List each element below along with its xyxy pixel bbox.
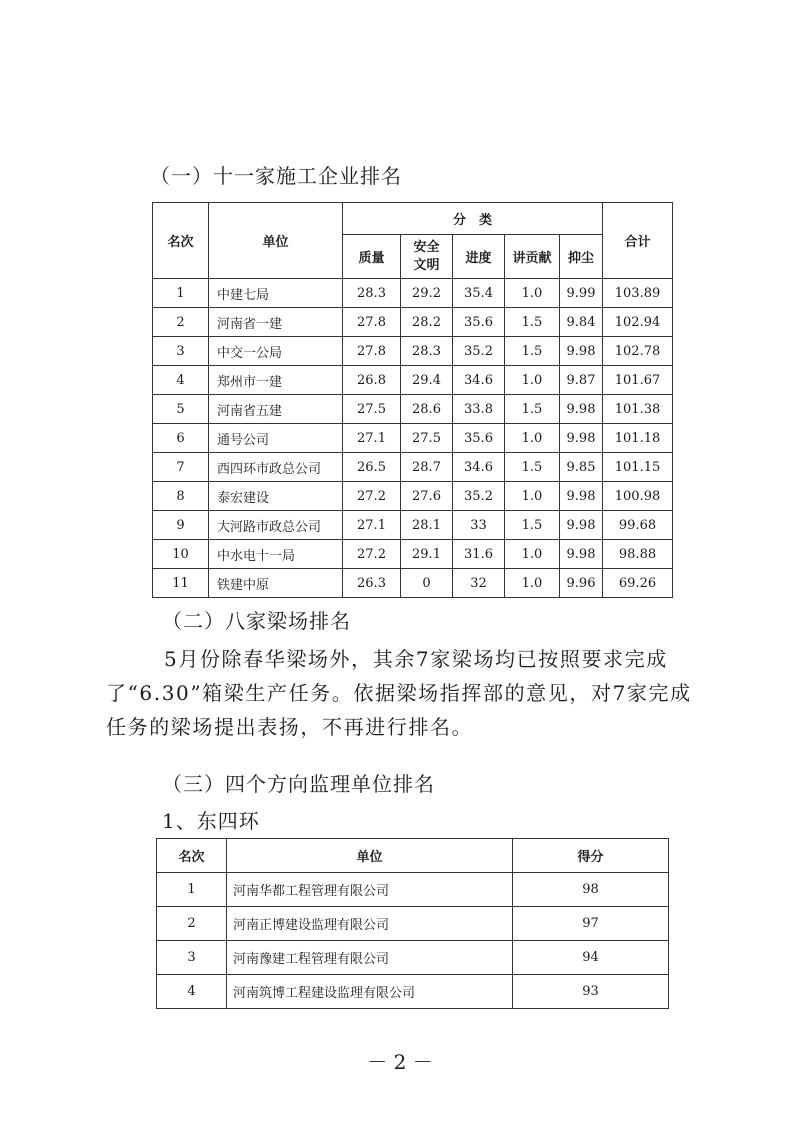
header-progress: 进度 xyxy=(453,235,505,279)
cell-progress: 35.4 xyxy=(453,279,505,308)
cell-quality: 26.5 xyxy=(343,453,401,482)
cell-quality: 27.1 xyxy=(343,511,401,540)
cell-rank: 10 xyxy=(153,540,209,569)
cell-unit: 中水电十一局 xyxy=(209,540,343,569)
table-row xyxy=(153,395,673,424)
cell-score: 98 xyxy=(513,873,669,907)
cell-progress: 35.6 xyxy=(453,424,505,453)
cell-progress: 34.6 xyxy=(453,453,505,482)
page-number: － 2 － xyxy=(367,1050,433,1074)
table-row xyxy=(153,482,673,511)
cell-safety: 29.1 xyxy=(401,540,453,569)
cell-unit: 泰宏建设 xyxy=(209,482,343,511)
cell-safety: 28.1 xyxy=(401,511,453,540)
cell-rank: 1 xyxy=(157,873,227,907)
header-unit: 单位 xyxy=(209,203,343,279)
table-row xyxy=(153,569,673,598)
header-dust: 抑尘 xyxy=(560,235,603,279)
cell-progress: 35.2 xyxy=(453,337,505,366)
cell-unit: 大河路市政总公司 xyxy=(209,511,343,540)
section2-paragraph: 5月份除春华梁场外，其余7家梁场均已按照要求完成了“6.30”箱梁生产任务。依据梁场指挥部的意见，对7家完成任务的梁场提出表扬，不再进行排名。 xyxy=(106,647,692,739)
cell-safety: 28.7 xyxy=(401,453,453,482)
cell-rank: 5 xyxy=(153,395,209,424)
table-row xyxy=(153,511,673,540)
cell-total: 103.89 xyxy=(603,279,673,308)
cell-contribution: 1.5 xyxy=(505,395,560,424)
header-rank: 名次 xyxy=(157,839,227,873)
header-unit: 单位 xyxy=(227,839,513,873)
cell-progress: 31.6 xyxy=(453,540,505,569)
header-score: 得分 xyxy=(513,839,669,873)
cell-progress: 35.6 xyxy=(453,308,505,337)
cell-quality: 26.8 xyxy=(343,366,401,395)
cell-total: 98.88 xyxy=(603,540,673,569)
header-quality: 质量 xyxy=(343,235,401,279)
cell-rank: 9 xyxy=(153,511,209,540)
cell-dust: 9.98 xyxy=(560,424,603,453)
cell-contribution: 1.5 xyxy=(505,308,560,337)
cell-unit: 中交一公局 xyxy=(209,337,343,366)
table-row xyxy=(153,453,673,482)
cell-unit: 西四环市政总公司 xyxy=(209,453,343,482)
table-row xyxy=(153,540,673,569)
table-row xyxy=(157,975,669,1009)
table-row xyxy=(153,308,673,337)
cell-unit: 河南豫建工程管理有限公司 xyxy=(227,941,513,975)
cell-safety: 27.5 xyxy=(401,424,453,453)
table-row xyxy=(153,424,673,453)
cell-safety: 28.2 xyxy=(401,308,453,337)
section1-heading: （一）十一家施工企业排名 xyxy=(150,164,402,188)
cell-rank: 7 xyxy=(153,453,209,482)
cell-rank: 3 xyxy=(157,941,227,975)
cell-progress: 33.8 xyxy=(453,395,505,424)
cell-total: 100.98 xyxy=(603,482,673,511)
table-row xyxy=(157,873,669,907)
table-row xyxy=(153,279,673,308)
cell-safety: 0 xyxy=(401,569,453,598)
cell-quality: 26.3 xyxy=(343,569,401,598)
cell-unit: 郑州市一建 xyxy=(209,366,343,395)
cell-quality: 27.2 xyxy=(343,540,401,569)
cell-safety: 29.4 xyxy=(401,366,453,395)
cell-progress: 35.2 xyxy=(453,482,505,511)
cell-rank: 11 xyxy=(153,569,209,598)
cell-dust: 9.84 xyxy=(560,308,603,337)
cell-unit: 中建七局 xyxy=(209,279,343,308)
section3-heading: （三）四个方向监理单位排名 xyxy=(162,772,435,796)
cell-total: 102.94 xyxy=(603,308,673,337)
cell-score: 94 xyxy=(513,941,669,975)
cell-dust: 9.99 xyxy=(560,279,603,308)
cell-dust: 9.98 xyxy=(560,511,603,540)
cell-rank: 2 xyxy=(153,308,209,337)
header-safety: 安全文明 xyxy=(401,235,453,279)
cell-progress: 32 xyxy=(453,569,505,598)
cell-safety: 29.2 xyxy=(401,279,453,308)
cell-dust: 9.85 xyxy=(560,453,603,482)
cell-dust: 9.98 xyxy=(560,482,603,511)
table-row xyxy=(153,337,673,366)
cell-unit: 河南筑博工程建设监理有限公司 xyxy=(227,975,513,1009)
cell-total: 101.38 xyxy=(603,395,673,424)
cell-total: 101.67 xyxy=(603,366,673,395)
cell-contribution: 1.0 xyxy=(505,569,560,598)
cell-unit: 河南省一建 xyxy=(209,308,343,337)
cell-progress: 33 xyxy=(453,511,505,540)
cell-total: 101.18 xyxy=(603,424,673,453)
cell-contribution: 1.0 xyxy=(505,424,560,453)
cell-quality: 27.8 xyxy=(343,337,401,366)
table-row xyxy=(153,366,673,395)
cell-rank: 6 xyxy=(153,424,209,453)
cell-contribution: 1.0 xyxy=(505,540,560,569)
cell-unit: 河南正博建设监理有限公司 xyxy=(227,907,513,941)
cell-dust: 9.87 xyxy=(560,366,603,395)
cell-rank: 8 xyxy=(153,482,209,511)
cell-rank: 3 xyxy=(153,337,209,366)
cell-unit: 河南华都工程管理有限公司 xyxy=(227,873,513,907)
cell-contribution: 1.0 xyxy=(505,482,560,511)
cell-total: 101.15 xyxy=(603,453,673,482)
table-row xyxy=(157,907,669,941)
header-category: 分 类 xyxy=(343,203,603,235)
section3-subheading: 1、东四环 xyxy=(162,809,260,833)
header-contribution: 讲贡献 xyxy=(505,235,560,279)
supervision-ranking-table xyxy=(156,838,669,1009)
cell-contribution: 1.0 xyxy=(505,366,560,395)
cell-total: 99.68 xyxy=(603,511,673,540)
cell-rank: 4 xyxy=(157,975,227,1009)
cell-total: 102.78 xyxy=(603,337,673,366)
cell-unit: 铁建中原 xyxy=(209,569,343,598)
cell-total: 69.26 xyxy=(603,569,673,598)
cell-contribution: 1.5 xyxy=(505,453,560,482)
cell-safety: 28.6 xyxy=(401,395,453,424)
cell-dust: 9.98 xyxy=(560,540,603,569)
table-row xyxy=(157,941,669,975)
cell-dust: 9.96 xyxy=(560,569,603,598)
construction-ranking-table xyxy=(152,202,673,598)
cell-rank: 2 xyxy=(157,907,227,941)
cell-quality: 28.3 xyxy=(343,279,401,308)
cell-rank: 1 xyxy=(153,279,209,308)
section2-heading: （二）八家梁场排名 xyxy=(162,609,351,633)
cell-score: 97 xyxy=(513,907,669,941)
cell-contribution: 1.5 xyxy=(505,511,560,540)
cell-safety: 28.3 xyxy=(401,337,453,366)
cell-unit: 河南省五建 xyxy=(209,395,343,424)
cell-contribution: 1.5 xyxy=(505,337,560,366)
cell-quality: 27.1 xyxy=(343,424,401,453)
cell-safety: 27.6 xyxy=(401,482,453,511)
cell-contribution: 1.0 xyxy=(505,279,560,308)
header-rank: 名次 xyxy=(153,203,209,279)
cell-progress: 34.6 xyxy=(453,366,505,395)
header-total: 合计 xyxy=(603,203,673,279)
cell-quality: 27.8 xyxy=(343,308,401,337)
cell-dust: 9.98 xyxy=(560,337,603,366)
cell-quality: 27.2 xyxy=(343,482,401,511)
cell-score: 93 xyxy=(513,975,669,1009)
cell-dust: 9.98 xyxy=(560,395,603,424)
cell-quality: 27.5 xyxy=(343,395,401,424)
cell-rank: 4 xyxy=(153,366,209,395)
cell-unit: 通号公司 xyxy=(209,424,343,453)
